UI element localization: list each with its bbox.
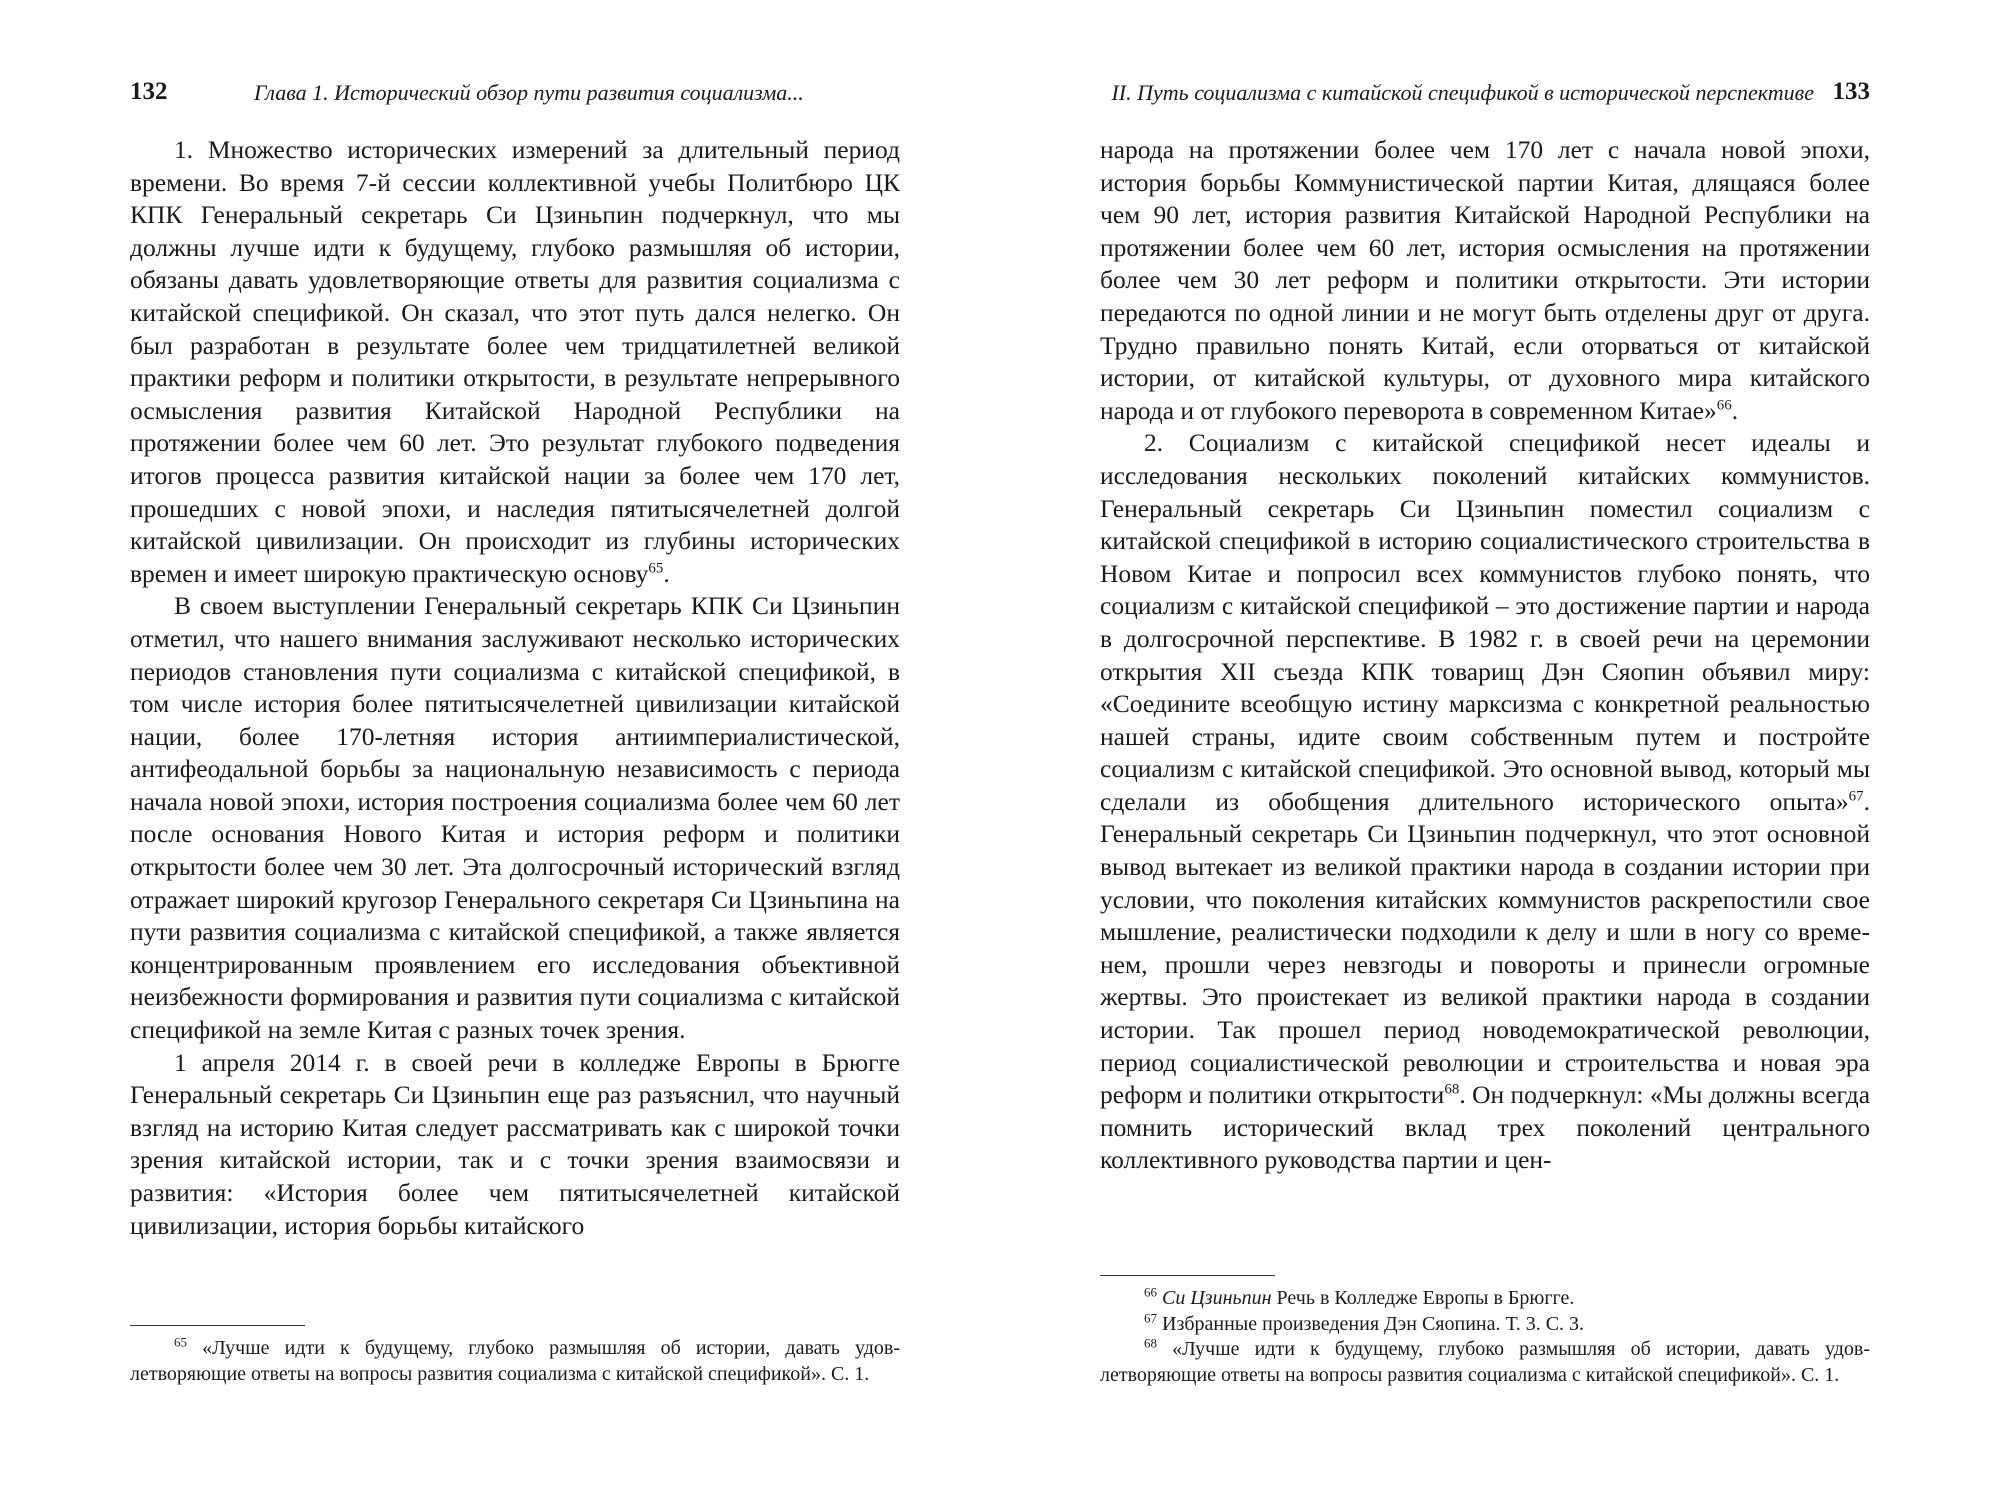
footnote: $^{65}$ «Лучше идти к будущему, глубоко размышляя об истории, давать удовлетворяющие ответы на вопросы развития социализма с китайской спецификой». С. 1. [130, 1334, 900, 1385]
right-page-header [1100, 78, 1870, 114]
footnote: $^{66}$ Си Цзиньпин Речь в Колледже Европы в Брюгге. [1144, 1284, 1575, 1309]
running-head: Глава 1. Исторический обзор пути развития социализма... [254, 80, 804, 105]
paragraph: народа на протяжении более чем 170 лет с начала новой эпохи, история борьбы Коммунистической партии Китая, длящаяся более чем 90 лет, история развития Китайской Народной Республики на протяжении более чем 60 лет, история осмысления на протяжении более чем 30 лет реформ и политики открытости. Эти истории передаются по одной линии и не могут быть отделены друг от друга. Трудно правильно понять Китай, если оторваться от китайской истории, от китайской культуры, от духовного мира китайского народа и от глубокого переворота в современном Китае»$^{66}$. [1100, 135, 1870, 425]
paragraph: 1. Множество исторических измерений за длительный период времени. Во время 7-й сессии коллективной учебы Политбюро ЦК КПК Генеральный секретарь Си Цзиньпин подчеркнул, что мы должны лучше идти к будущему, глубоко размышляя об истории, обязаны давать удовлетворяющие ответы для развития социализма с китайской спецификой. Он сказал, что этот путь дался нелегко. Он был разработан в результате более чем тридцатилетней великой практики реформ и политики открытости, в результате непрерывного осмысления развития Китайской Народной Республики на протяжении более чем 60 лет. Это результат глубокого подведения итогов процесса развития китайской нации за более чем 170 лет, прошедших с новой эпохи, и наследия пятитысячелетней долгой китайской цивилизации. Он происходит из глубины исторических времен и имеет широкую практическую основу$^{65}$. [130, 135, 900, 588]
footnotes [130, 1336, 900, 1387]
page-number: 133 [1832, 78, 1870, 105]
footnote: $^{67}$ Избранные произведения Дэн Сяопина. Т. 3. С. 3. [1144, 1309, 1585, 1335]
page-number: 132 [130, 78, 168, 105]
footnote-divider [1100, 1275, 1275, 1276]
left-page [130, 0, 900, 1494]
left-page-body [130, 134, 900, 1242]
paragraph: 2. Социализм с китайской спецификой несет идеалы и исследования нескольких поколений китайских коммунистов. Генеральный секретарь Си Цзиньпин поместил социализм с китайской спецификой в историю социалистического строительства в Новом Китае и попросил всех коммунистов глубоко понять, что социализм с китайской спецификой – это достижение партии и народа в долгосрочной перспективе. В 1982 г. в своей речи на церемонии открытия XII съезда КПК товарищ Дэн Сяопин объявил миру: «Соедините всеобщую истину марксизма с конкретной реальностью нашей страны, идите своим собственным путем и постройте социализм с китайской спецификой. Это основной вывод, который мы сделали из обобщения длительного исторического опыта»$^{67}$. Генеральный секретарь Си Цзиньпин подчеркнул, что этот основной вывод вытекает из великой практики народа в создании истории при условии, что поколения китайских коммунистов раскрепостили свое мышление, реалистически подходили к делу и шли в ногу со временем, прошли через невзгоды и повороты и принесли огромные жертвы. Это проистекает из великой практики народа в создании истории. Так прошел период новодемократической революции, период социалистической революции и строительства и новая эра реформ и политики открытости$^{68}$. Он подчеркнул: «Мы должны всегда помнить исторический вклад трех поколений центрального коллективного руководства партии и цен- [1100, 428, 1871, 1175]
footnotes [1100, 1286, 1870, 1388]
footnote-ref: 66 [1716, 397, 1732, 414]
right-page-body [1100, 134, 1870, 1177]
paragraph: 1 апреля 2014 г. в своей речи в колледже Европы в Брюгге Генеральный секретарь Си Цзиньпин еще раз разъяснил, что научный взгляд на историю Китая следует рассматривать как с широкой точки зрения китайской истории, так и с точки зрения взаимосвязи и развития: «История более чем пятитысячелетней китайской цивилизации, история борьбы китайского [130, 1047, 900, 1240]
footnote-ref: 68 [1444, 1081, 1460, 1098]
right-page [1100, 0, 1870, 1494]
footnote-ref: 67 [1848, 788, 1864, 805]
running-head: II. Путь социализма с китайской спецификой в исторической перспективе [1111, 80, 1814, 105]
left-page-header [130, 78, 900, 114]
footnote-divider [130, 1325, 305, 1326]
paragraph: В своем выступлении Генеральный секретарь КПК Си Цзиньпин отметил, что нашего внимания заслуживают несколько исторических периодов становления пути социализма с китайской спецификой, в том числе история более пятитысячелетней цивилизации китайской нации, более 170-летняя история антиимпериалистической, антифеодальной борьбы за национальную независимость с периода начала новой эпохи, история построения социализма более чем 60 лет после основания Нового Китая и история реформ и политики открытости более чем 30 лет. Эта долгосрочный исторический взгляд отражает широкий кругозор Генерального секретаря Си Цзиньпина на пути развития социализма с китайской спецификой, а также является концентрированным проявлением его исследования объективной неизбежности формирования и развития пути социализма с китайской спецификой на земле Китая с разных точек зрения. [130, 591, 900, 1045]
footnote-ref: 65 [648, 560, 664, 577]
footnote: $^{68}$ «Лучше идти к будущему, глубоко размышляя об истории, давать удовлетворяющие ответы на вопросы развития социализма с китайской спецификой». С. 1. [1100, 1335, 1870, 1386]
